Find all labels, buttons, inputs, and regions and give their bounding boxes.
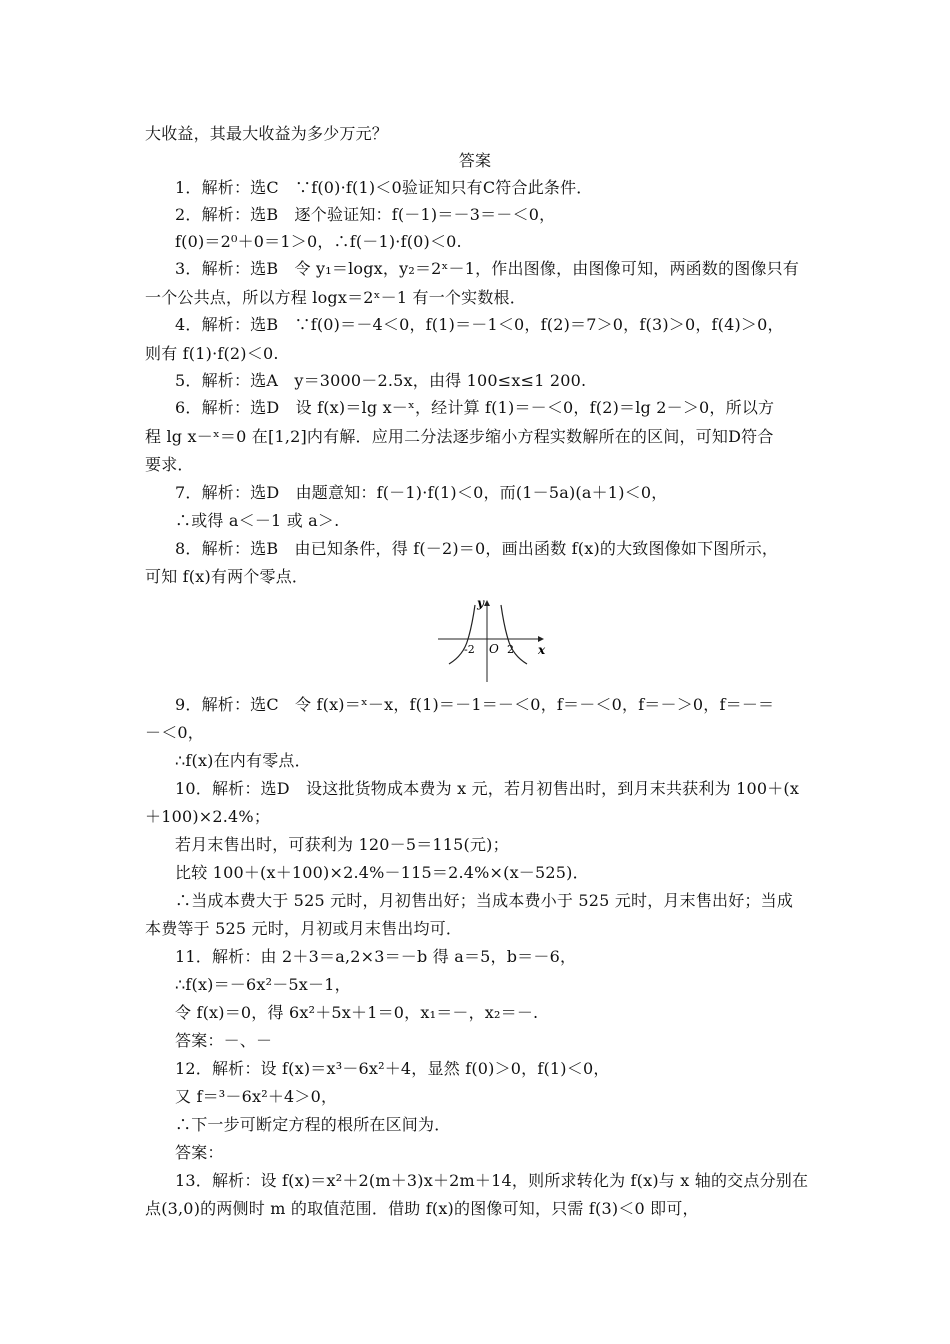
intro-text: 大收益，其最大收益为多少万元？ xyxy=(145,124,389,143)
left-tick-label: -2 xyxy=(464,643,475,656)
text-line: 1．解析：选C ∵f(0)·f(1)＜0验证知只有C符合此条件． xyxy=(175,178,593,197)
text-line: 点(3,0)的两侧时 m 的取值范围．借助 f(x)的图像可知，只需 f(3)＜0 即可， xyxy=(145,1199,699,1218)
text-line: ＋100)×2.4%； xyxy=(145,807,271,826)
answer-heading: 答案 xyxy=(458,151,492,170)
text-line: 一个公共点，所以方程 logx＝2ˣ－1 有一个实数根． xyxy=(145,288,526,307)
text-line: ∴当成本费大于 525 元时，月初售出好；当成本费小于 525 元时，月末售出好；当成 xyxy=(175,891,794,910)
text-line: 则有 f(1)·f(2)＜0. xyxy=(145,344,279,363)
text-line: 可知 f(x)有两个零点． xyxy=(145,567,309,586)
text-line: 6．解析：选D 设 f(x)＝lg x－ˣ，经计算 f(1)＝－＜0，f(2)＝lg 2－＞0，所以方 xyxy=(175,398,775,417)
text-line: ∴f(x)＝－6x²－5x－1， xyxy=(175,975,351,994)
function-graph-figure xyxy=(428,592,550,688)
text-line: 8．解析：选B 由已知条件，得 f(－2)＝0，画出函数 f(x)的大致图像如下图所示， xyxy=(175,539,779,558)
text-line: 答案： xyxy=(175,1143,224,1162)
text-line: 4．解析：选B ∵f(0)＝－4＜0，f(1)＝－1＜0，f(2)＝7＞0，f(3)＞0，f(4)＞0， xyxy=(175,315,784,334)
text-line: 令 f(x)＝0，得 6x²＋5x＋1＝0，x₁＝－，x₂＝－. xyxy=(175,1003,539,1022)
text-line: 本费等于 525 元时，月初或月末售出均可． xyxy=(145,919,463,938)
text-line: f(0)＝2⁰＋0＝1＞0，∴f(－1)·f(0)＜0. xyxy=(175,232,462,251)
right-curve xyxy=(501,605,527,664)
text-line: 11．解析：由 2＋3＝a,2×3＝－b 得 a＝5，b＝－6， xyxy=(175,947,577,966)
text-line: 程 lg x－ˣ＝0 在[1,2]内有解．应用二分法逐步缩小方程实数解所在的区间，可知D符合 xyxy=(145,427,774,446)
text-line: －＜0， xyxy=(145,723,204,742)
text-line: 要求． xyxy=(145,455,194,474)
text-line: 12．解析：设 f(x)＝x³－6x²＋4，显然 f(0)＞0，f(1)＜0， xyxy=(175,1059,610,1078)
x-axis-label: x xyxy=(538,643,546,657)
text-line: 7．解析：选D 由题意知：f(－1)·f(1)＜0，而(1－5a)(a＋1)＜0， xyxy=(175,483,668,502)
y-axis-arrow xyxy=(484,600,490,606)
text-line: ∴或得 a＜－1 或 a＞. xyxy=(175,511,340,530)
text-line: 9．解析：选C 令 f(x)＝ˣ－x，f(1)＝－1＝－＜0，f＝－＜0，f＝－＞0，f＝－＝ xyxy=(175,695,775,714)
text-line: 5．解析：选A y＝3000－2.5x，由得 100≤x≤1 200. xyxy=(175,371,587,390)
y-axis-label: y xyxy=(477,596,484,610)
text-line: 13．解析：设 f(x)＝x²＋2(m＋3)x＋2m＋14，则所求转化为 f(x)与 x 轴的交点分别在 xyxy=(175,1171,809,1190)
origin-label: O xyxy=(489,642,499,656)
right-tick-label: 2 xyxy=(507,643,514,656)
text-line: 答案：－、－ xyxy=(175,1031,273,1050)
text-line: 比较 100＋(x＋100)×2.4%－115＝2.4%×(x－525)． xyxy=(175,863,589,882)
text-line: 若月末售出时，可获利为 120－5＝115(元)； xyxy=(175,835,509,854)
x-axis-arrow xyxy=(538,636,544,642)
text-line: 又 f＝³－6x²＋4＞0， xyxy=(175,1087,338,1106)
text-line: ∴f(x)在内有零点． xyxy=(175,751,311,770)
text-line: 10．解析：选D 设这批货物成本费为 x 元，若月初售出时，到月末共获利为 100＋(x xyxy=(175,779,800,798)
text-line: ∴下一步可断定方程的根所在区间为． xyxy=(175,1115,451,1134)
text-line: 2．解析：选B 逐个验证知：f(－1)＝－3＝－＜0， xyxy=(175,205,556,224)
text-line: 3．解析：选B 令 y₁＝logx，y₂＝2ˣ－1，作出图像，由图像可知，两函数的图像只有 xyxy=(175,259,800,278)
